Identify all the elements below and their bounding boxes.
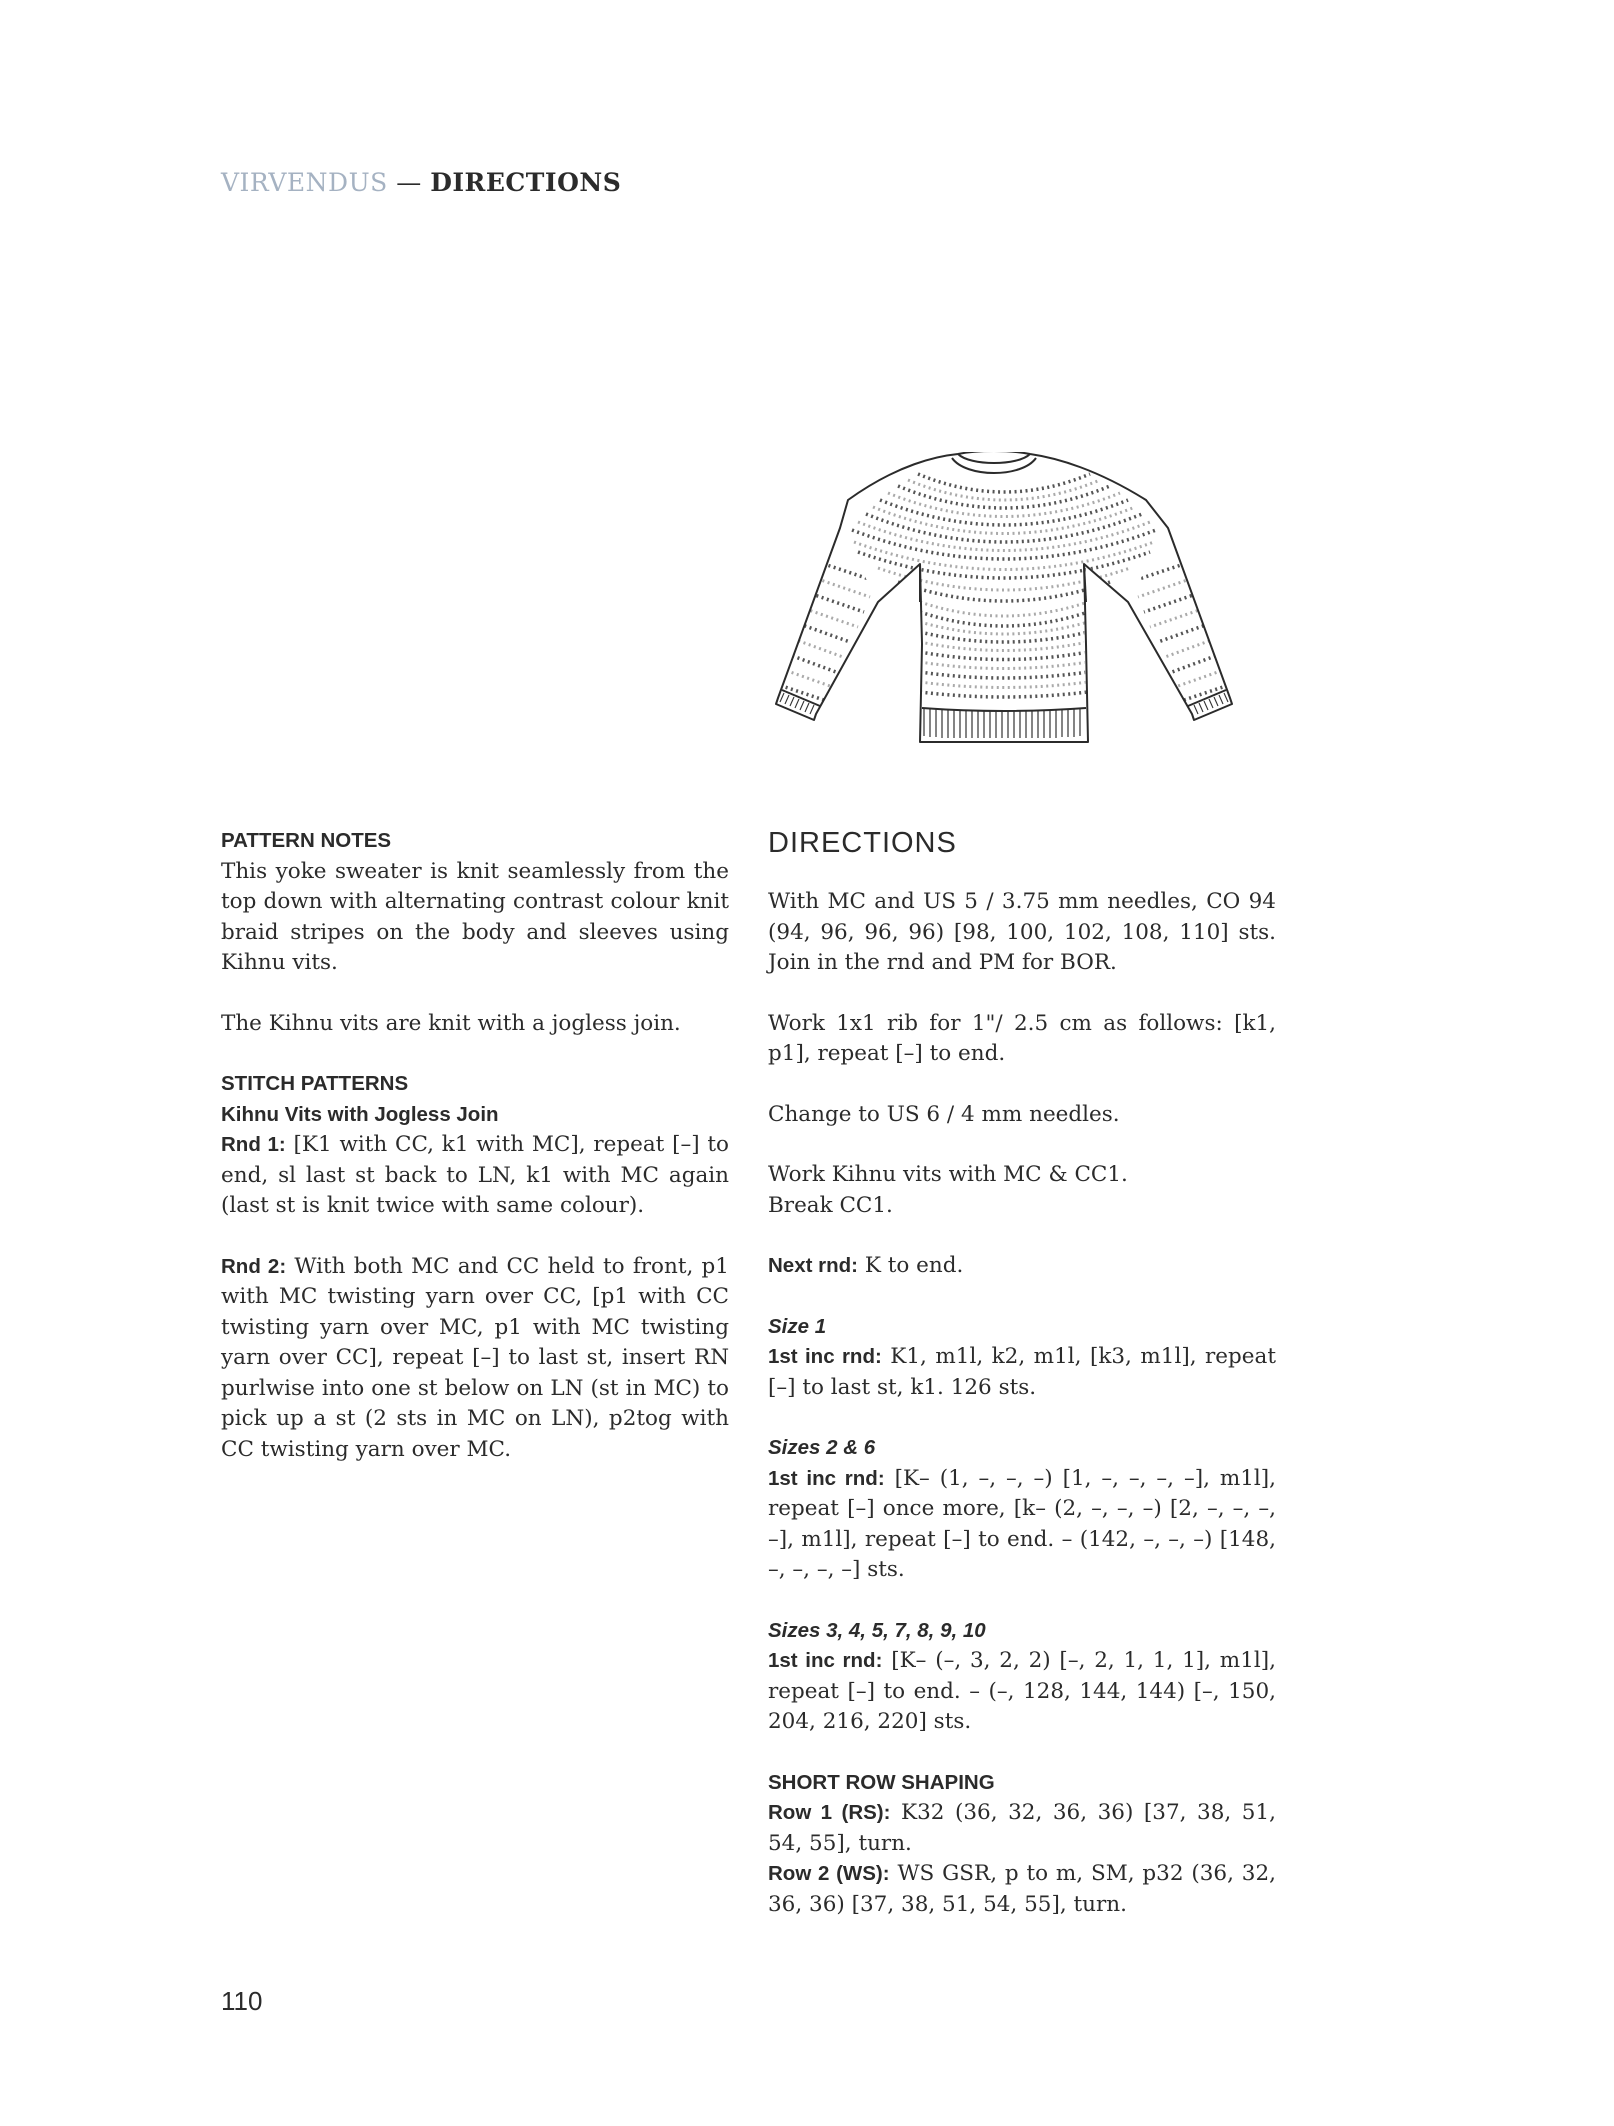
kihnu-vits-paragraph bbox=[768, 1160, 1276, 1221]
short-row-heading: SHORT ROW SHAPING bbox=[768, 1770, 995, 1794]
kihnu-vits-line2: Break CC1. bbox=[768, 1192, 893, 1218]
page-number: 110 bbox=[221, 1986, 263, 2016]
cast-on-paragraph: With MC and US 5 / 3.75 mm needles, CO 94 (94, 96, 96, 96) [98, 100, 102, 108, 110] sts. Join in the rnd and PM for BOR. bbox=[768, 889, 1276, 975]
left-column bbox=[221, 826, 729, 1495]
pattern-notes-heading: PATTERN NOTES bbox=[221, 829, 392, 852]
rib-paragraph: Work 1x1 rib for 1"/ 2.5 cm as follows: [k1, p1], repeat [–] to end. bbox=[768, 1010, 1276, 1066]
sizes-3-10-label: 1st inc rnd: bbox=[768, 1649, 883, 1672]
rnd1-text: [K1 with CC, k1 with MC], repeat [–] to end, sl last st back to LN, k1 with MC again (last st is knit twice with same colour). bbox=[221, 1132, 730, 1218]
size1-instruction bbox=[768, 1342, 1276, 1403]
sizes-3-10-heading: Sizes 3, 4, 5, 7, 8, 9, 10 bbox=[768, 1618, 986, 1642]
row2-instruction bbox=[768, 1859, 1276, 1920]
sweater-illustration bbox=[748, 452, 1260, 752]
rnd2-text: With both MC and CC held to front, p1 with MC twisting yarn over CC, [p1 with CC twisting yarn over MC, p1 with MC twisting yarn over CC], repeat [–] to last st, insert RN purlwise into one st below on LN (st in MC) to pick up a st (2 sts in MC on LN), p2tog with CC twisting yarn over MC. bbox=[221, 1253, 729, 1462]
directions-heading: DIRECTIONS bbox=[768, 827, 957, 859]
sizes-3-10-text: [K– (–, 3, 2, 2) [–, 2, 1, 1, 1], m1l], repeat [–] to end. – (–, 128, 144, 144) [–, 150, 204, 216, 220] sts. bbox=[768, 1648, 1276, 1734]
jogless-note-paragraph: The Kihnu vits are knit with a jogless join. bbox=[221, 1010, 681, 1036]
row1-label: Row 1 (RS): bbox=[768, 1801, 891, 1824]
running-header bbox=[221, 168, 621, 197]
row1-text: K32 (36, 32, 36, 36) [37, 38, 51, 54, 55], turn. bbox=[768, 1800, 1276, 1856]
book-title: VIRVENDUS bbox=[221, 168, 388, 197]
sizes-2-6-instruction bbox=[768, 1464, 1276, 1586]
rnd2-instruction bbox=[221, 1252, 729, 1466]
size1-label: 1st inc rnd: bbox=[768, 1345, 882, 1368]
next-rnd-text: K to end. bbox=[857, 1253, 964, 1278]
section-title: DIRECTIONS bbox=[430, 168, 622, 197]
sizes-2-6-label: 1st inc rnd: bbox=[768, 1466, 885, 1490]
right-column bbox=[768, 826, 1276, 1920]
kihnu-vits-line1: Work Kihnu vits with MC & CC1. bbox=[768, 1162, 1128, 1187]
needle-change-paragraph: Change to US 6 / 4 mm needles. bbox=[768, 1101, 1120, 1127]
kihnu-vits-heading: Kihnu Vits with Jogless Join bbox=[221, 1102, 499, 1126]
rnd2-label: Rnd 2: bbox=[221, 1254, 287, 1278]
row2-label: Row 2 (WS): bbox=[768, 1862, 890, 1885]
size1-heading: Size 1 bbox=[768, 1314, 827, 1338]
stitch-patterns-heading: STITCH PATTERNS bbox=[221, 1072, 409, 1095]
sizes-2-6-text: [K– (1, –, –, –) [1, –, –, –, –], m1l], repeat [–] once more, [k– (2, –, –, –) [2, –, –, –, –], m1l], repeat [–] to end. – (142, –, –, –) [148, –, –, –, –] sts. bbox=[768, 1465, 1276, 1582]
row1-instruction bbox=[768, 1798, 1276, 1859]
next-rnd-label: Next rnd: bbox=[768, 1254, 858, 1277]
size1-text: K1, m1l, k2, m1l, [k3, m1l], repeat [–] to last st, k1. 126 sts. bbox=[768, 1344, 1276, 1400]
sizes-3-10-instruction bbox=[768, 1646, 1276, 1738]
next-rnd-paragraph bbox=[768, 1251, 1276, 1282]
header-separator: — bbox=[387, 168, 431, 197]
rnd1-instruction bbox=[221, 1130, 729, 1222]
pattern-notes-paragraph: This yoke sweater is knit seamlessly from the top down with alternating contrast colour knit braid stripes on the body and sleeves using Kihnu vits. bbox=[221, 858, 729, 975]
rnd1-label: Rnd 1: bbox=[221, 1133, 286, 1156]
sizes-2-6-heading: Sizes 2 & 6 bbox=[768, 1436, 876, 1459]
row2-text: WS GSR, p to m, SM, p32 (36, 32, 36, 36) [37, 38, 51, 54, 55], turn. bbox=[768, 1861, 1276, 1917]
